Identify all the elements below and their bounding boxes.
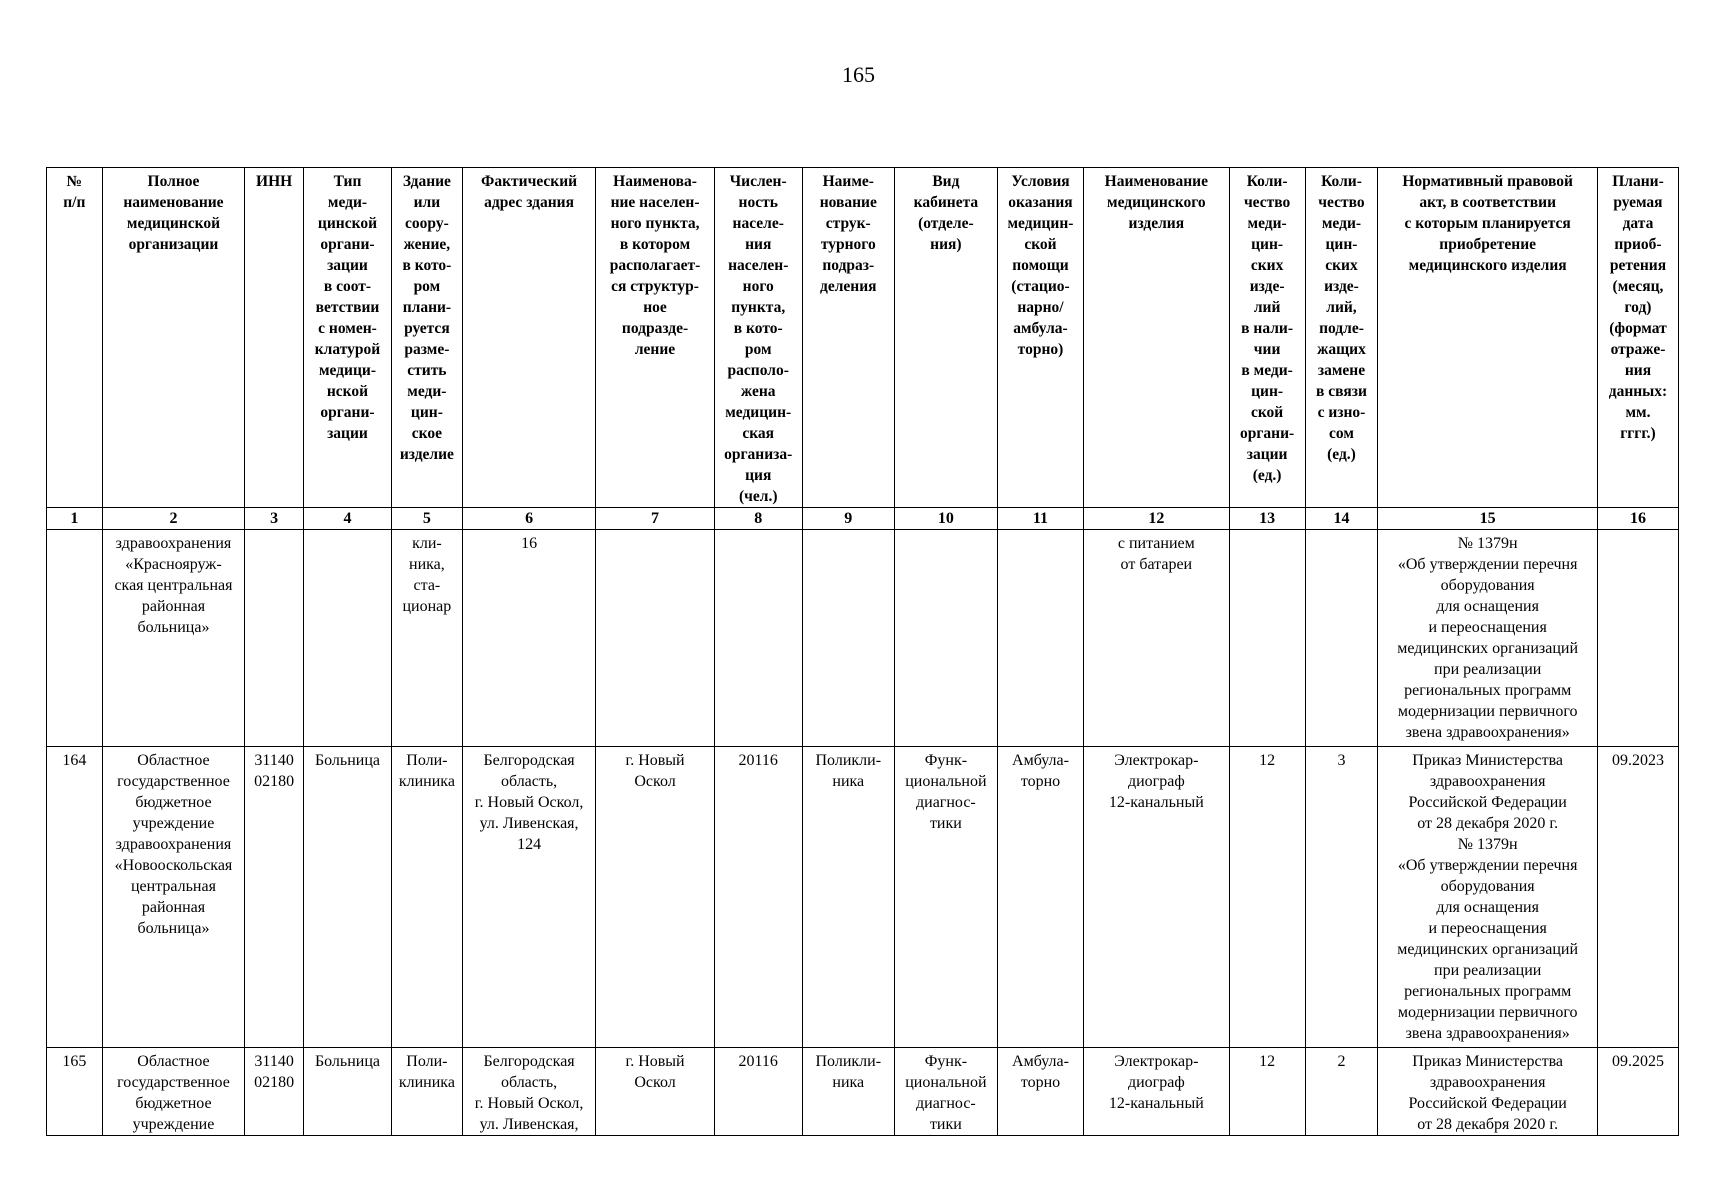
table-row [47, 747, 1679, 1048]
header-cell: Фактический адрес здания [462, 168, 596, 508]
header-cell: Коли- чество меди- цин- ских изде- лий в нали- чии в меди- цин- ской органи- зации (ед.) [1229, 168, 1305, 508]
cell-locality: г. Новый Оскол [596, 1048, 714, 1136]
cell-division: Поликли- ника [802, 1048, 894, 1136]
cell-planned-date: 09.2023 [1597, 747, 1678, 1048]
cell-division [802, 530, 894, 747]
cell-device: Электрокар- диограф 12-канальный [1083, 1048, 1229, 1136]
cell-inn: 31140 02180 [245, 747, 304, 1048]
column-number: 2 [102, 508, 245, 530]
header-cell: Тип меди- цинской органи- зации в соот- ветствии с номен- клатурой медици- нской органи- зации [303, 168, 391, 508]
column-number: 11 [997, 508, 1083, 530]
column-number: 15 [1378, 508, 1598, 530]
table-row [47, 530, 1679, 747]
cell-number [47, 530, 103, 747]
cell-planned-date [1597, 530, 1678, 747]
column-number: 1 [47, 508, 103, 530]
cell-organization: Областное государственное бюджетное учреждение [102, 1048, 245, 1136]
header-cell: Наименова- ние населен- ного пункта, в котором располагает- ся структур- ное подразде- ление [596, 168, 714, 508]
header-cell: ИНН [245, 168, 304, 508]
cell-qty-replace: 3 [1305, 747, 1378, 1048]
cell-locality: г. Новый Оскол [596, 747, 714, 1048]
column-number: 7 [596, 508, 714, 530]
header-cell: № п/п [47, 168, 103, 508]
cell-cabinet: Функ- циональной диагнос- тики [894, 1048, 997, 1136]
cell-building: Поли- клиника [391, 747, 462, 1048]
header-cell: Плани- руемая дата приоб- ретения (месяц, год) (формат отраже- ния данных: мм. гггг.) [1597, 168, 1678, 508]
cell-qty-replace [1305, 530, 1378, 747]
column-number: 4 [303, 508, 391, 530]
cell-legal-act: № 1379н «Об утверждении перечня оборудования для оснащения и переоснащения медицинских организаций при реализации региональных программ модернизации первичного звена здравоохранения» [1378, 530, 1598, 747]
cell-address: Белгородская область, г. Новый Оскол, ул. Ливенская, [462, 1048, 596, 1136]
header-cell: Наиме- нование струк- турного подраз- деления [802, 168, 894, 508]
header-cell: Здание или соору- жение, в кото- ром плани- руется разме- стить меди- цин- ское изделие [391, 168, 462, 508]
cell-inn [245, 530, 304, 747]
cell-building: Поли- клиника [391, 1048, 462, 1136]
header-cell: Условия оказания медицин- ской помощи (стацио- нарно/ амбула- торно) [997, 168, 1083, 508]
cell-number: 165 [47, 1048, 103, 1136]
cell-cabinet: Функ- циональной диагнос- тики [894, 747, 997, 1048]
cell-conditions: Амбула- торно [997, 747, 1083, 1048]
cell-device: Электрокар- диограф 12-канальный [1083, 747, 1229, 1048]
equipment-table [46, 167, 1679, 1136]
cell-planned-date: 09.2025 [1597, 1048, 1678, 1136]
cell-population [714, 530, 802, 747]
cell-org-type: Больница [303, 747, 391, 1048]
cell-device: с питанием от батареи [1083, 530, 1229, 747]
cell-qty-available: 12 [1229, 1048, 1305, 1136]
cell-qty-available [1229, 530, 1305, 747]
header-cell: Коли- чество меди- цин- ских изде- лий, подле- жащих замене в связи с изно- сом (ед.) [1305, 168, 1378, 508]
cell-qty-available: 12 [1229, 747, 1305, 1048]
cell-address: Белгородская область, г. Новый Оскол, ул. Ливенская, 124 [462, 747, 596, 1048]
cell-legal-act: Приказ Министерства здравоохранения Российской Федерации от 28 декабря 2020 г. № 1379н «Об утверждении перечня оборудования для оснащения и переоснащения медицинских организаций при реализации региональных программ модернизации первичного звена здравоохранения» [1378, 747, 1598, 1048]
column-number: 14 [1305, 508, 1378, 530]
cell-number: 164 [47, 747, 103, 1048]
column-number: 12 [1083, 508, 1229, 530]
table-row [47, 1048, 1679, 1136]
column-number-row [47, 508, 1679, 530]
column-number: 13 [1229, 508, 1305, 530]
cell-org-type: Больница [303, 1048, 391, 1136]
cell-locality [596, 530, 714, 747]
column-number: 3 [245, 508, 304, 530]
header-row [47, 168, 1679, 508]
header-cell: Наименование медицинского изделия [1083, 168, 1229, 508]
column-number: 6 [462, 508, 596, 530]
column-number: 8 [714, 508, 802, 530]
header-cell: Вид кабинета (отделе- ния) [894, 168, 997, 508]
cell-organization: здравоохранения «Краснояруж- ская центральная районная больница» [102, 530, 245, 747]
cell-conditions: Амбула- торно [997, 1048, 1083, 1136]
cell-org-type [303, 530, 391, 747]
cell-address: 16 [462, 530, 596, 747]
cell-cabinet [894, 530, 997, 747]
cell-organization: Областное государственное бюджетное учреждение здравоохранения «Новооскольская центральная районная больница» [102, 747, 245, 1048]
column-number: 9 [802, 508, 894, 530]
header-cell: Полное наименование медицинской организации [102, 168, 245, 508]
cell-legal-act: Приказ Министерства здравоохранения Российской Федерации от 28 декабря 2020 г. [1378, 1048, 1598, 1136]
column-number: 10 [894, 508, 997, 530]
cell-building: кли- ника, ста- ционар [391, 530, 462, 747]
cell-population: 20116 [714, 1048, 802, 1136]
cell-conditions [997, 530, 1083, 747]
cell-qty-replace: 2 [1305, 1048, 1378, 1136]
page-number: 165 [842, 62, 875, 87]
column-number: 16 [1597, 508, 1678, 530]
header-cell: Нормативный правовой акт, в соответствии с которым планируется приобретение медицинского изделия [1378, 168, 1598, 508]
cell-division: Поликли- ника [802, 747, 894, 1048]
cell-inn: 31140 02180 [245, 1048, 304, 1136]
header-cell: Числен- ность населе- ния населен- ного пункта, в кото- ром располо- жена медицин- ская организа- ция (чел.) [714, 168, 802, 508]
cell-population: 20116 [714, 747, 802, 1048]
column-number: 5 [391, 508, 462, 530]
